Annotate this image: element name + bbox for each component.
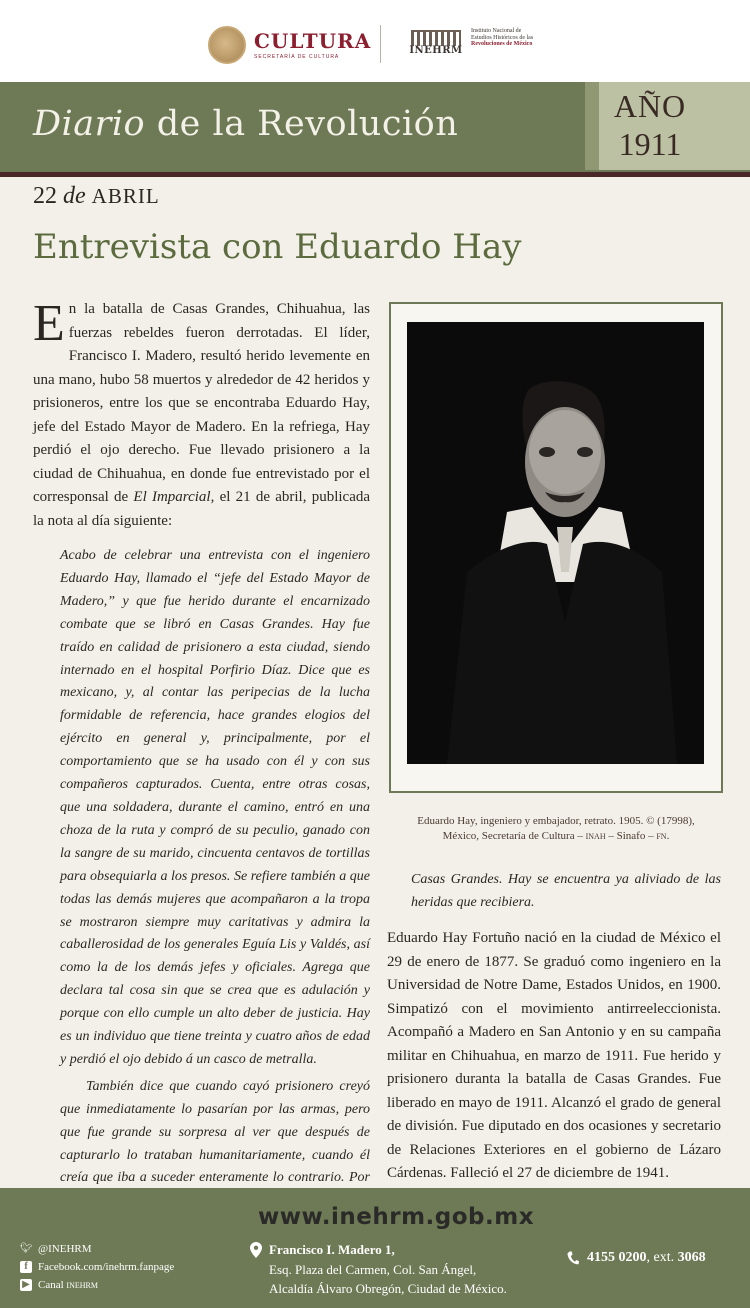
intro-paragraph: [33, 295, 371, 533]
article-date: [33, 183, 160, 210]
location-pin-icon: [250, 1242, 262, 1258]
address-lines: [269, 1240, 507, 1299]
banner-strip: [0, 172, 750, 177]
website-link[interactable]: www.inehrm.gob.mx: [258, 1204, 535, 1230]
publication-title: [33, 104, 458, 144]
national-seal-icon: [208, 26, 246, 64]
youtube-name: inehrm: [66, 1279, 98, 1291]
interview-quote-2: También dice que cuando cayó prisionero creyó que inmediatamente lo pasarían por las armas, pero que fue grande su sorpresa al ver que después de capturarlo lo trataban humanitariamente, cuando él creía que iba a suceder enteramente lo contrario. Por: [60, 1078, 370, 1186]
portrait-illustration: [407, 322, 704, 764]
date-day: 22: [33, 183, 57, 209]
cultura-text: [254, 28, 372, 60]
caption-line-2: [389, 829, 723, 844]
drop-cap: E: [33, 295, 65, 352]
phone-contact[interactable]: [567, 1250, 706, 1266]
inehrm-line-2: Estudios Históricos de las: [471, 34, 534, 41]
inehrm-line-3: Revoluciones de México: [471, 41, 533, 47]
intro-text-a: n la batalla de Casas Grandes, Chihuahua, las fuerzas rebeldes fueron derrotadas. El líder, Francisco I. Madero, resultó herido levemente en una mano, hubo 58 muertos y alrededor de 42 heridos y prisioneros, entre los que se encontraba Eduardo Hay, jefe del Estado Mayor de Madero. En la refriega, Hay perdió el ojo derecho. Fue llevado prisionero a la ciudad de Chihuahua, en donde fue entrevistado por el corresponsal de: [33, 301, 370, 505]
twitter-link[interactable]: [20, 1240, 174, 1258]
twitter-handle: @INEHRM: [38, 1243, 92, 1255]
inehrm-line-1: Instituto Nacional de: [471, 28, 522, 34]
article-headline: Entrevista con Eduardo Hay: [33, 227, 522, 267]
facebook-icon: f: [20, 1261, 32, 1273]
intro-text-b: , el 21 de abril, publicada la nota al día siguiente:: [33, 489, 371, 529]
caption-sinafo: – Sinafo –: [605, 830, 657, 842]
caption-line-1: Eduardo Hay, ingeniero y embajador, retrato. 1905. © (17998),: [417, 815, 695, 827]
title-italic: Diario: [33, 104, 146, 144]
portrait-photo: [407, 322, 704, 764]
caption-fn: fn: [656, 830, 667, 842]
phone-ext-label: , ext.: [646, 1250, 678, 1265]
address: [250, 1240, 507, 1299]
cultura-logo[interactable]: [208, 26, 371, 64]
cultura-title: CULTURA: [254, 28, 372, 53]
caption-line-2-text: México, Secretaría de Cultura –: [442, 830, 586, 842]
address-line-3: Alcaldía Álvaro Obregón, Ciudad de México.: [269, 1281, 507, 1296]
youtube-link[interactable]: [20, 1276, 174, 1294]
inehrm-building-icon: [407, 28, 465, 60]
inehrm-wordmark: INEHRM: [409, 45, 463, 56]
interview-quote-continued: Casas Grandes. Hay se encuentra ya aliviado de las heridas que recibiera.: [411, 872, 721, 910]
phone-number: 4155 0200: [587, 1250, 647, 1265]
phone-icon: [567, 1251, 579, 1265]
photo-caption: [389, 814, 723, 844]
social-links: [20, 1240, 174, 1294]
date-month: ABRIL: [91, 184, 160, 208]
facebook-url: Facebook.com/inehrm.fanpage: [38, 1261, 175, 1273]
date-de: de: [63, 183, 86, 209]
year-box-tab: [585, 82, 599, 170]
caption-inah: inah: [585, 830, 606, 842]
cultura-subtitle: SECRETARÍA DE CULTURA: [254, 53, 340, 60]
year-number: 1911: [618, 126, 682, 162]
address-line-2: Esq. Plaza del Carmen, Col. San Ángel,: [269, 1261, 477, 1277]
logo-divider: [380, 25, 381, 63]
title-rest: de la Revolución: [145, 104, 459, 144]
article-left-column: [33, 295, 371, 1213]
phone-text: [587, 1250, 706, 1266]
youtube-prefix: Canal: [38, 1279, 67, 1291]
facebook-link[interactable]: [20, 1258, 174, 1276]
year-label: AÑO: [613, 88, 687, 124]
interview-quote-1: Acabo de celebrar una entrevista con el ingeniero Eduardo Hay, llamado el “jefe del Estado Mayor de Madero,” y que fue herido durante el encarnizado combate que se libró en Casas Grandes. Hay fue traído en calidad de prisionero a esta ciudad, siendo internado en el hospital Porfirio Díaz. Dice que es mexicano, y, al contar las peripecias de la lucha formidable de referencia, hace grandes elogios del ejército en general y, principalmente, por el comportamiento que se ha usado con él y con sus compañeros capturados. Cuenta, entre otras cosas, que una soldadera, durante el camino, entró en una choza de la ruta y compró de su peculio, ganado con la sangre de su marido, cincuenta centavos de tortillas para obsequiarla a los presos. Se refiere también a que todas las demás mujeres que acompañaron a la tropa se mostraron siempre muy caritativas y admira la caballerosidad de los generales Eguía Lis y Valdés, así como la de los demás jefes y oficiales. Agrega que declara tal cosa sin que se crea que es adulación y porque con ello cumple un alto deber de justicia. Hay es un individuo que tiene treinta y cuatro años de edad y perdió el ojo debido á un casco de metralla.: [60, 548, 370, 1067]
youtube-channel: [38, 1276, 98, 1294]
caption-end: .: [666, 830, 670, 842]
twitter-icon: 🐦︎: [20, 1243, 33, 1254]
newspaper-name: El Imparcial: [133, 489, 211, 505]
biography-paragraph: Eduardo Hay Fortuño nació en la ciudad de México el 29 de enero de 1877. Se graduó como ingeniero en la Universidad de Notre Dame, Estados Unidos, en 1900. Simpatizó con el movimiento antirreeleccionista. Acompañó a Madero en San Antonio y en su campaña militar en Chihuahua, en marzo de 1911. Fue herido y prisionero duranta la batalla de Casas Grandes. Fue liberado en mayo de 1911. Alcanzó el grado de general de división. Fue diputado en dos ocasiones y secretario de Relaciones Exteriores en el gobierno de Lázaro Cárdenas. Falleció el 27 de diciembre de 1941.: [387, 930, 721, 1181]
phone-ext: 3068: [677, 1250, 706, 1265]
address-street: Francisco I. Madero 1,: [269, 1242, 395, 1257]
top-header: [0, 0, 750, 82]
inehrm-name: [471, 28, 533, 48]
address-line-1: [269, 1240, 507, 1260]
youtube-icon: ▶: [20, 1279, 32, 1291]
inehrm-logo[interactable]: [407, 28, 533, 60]
